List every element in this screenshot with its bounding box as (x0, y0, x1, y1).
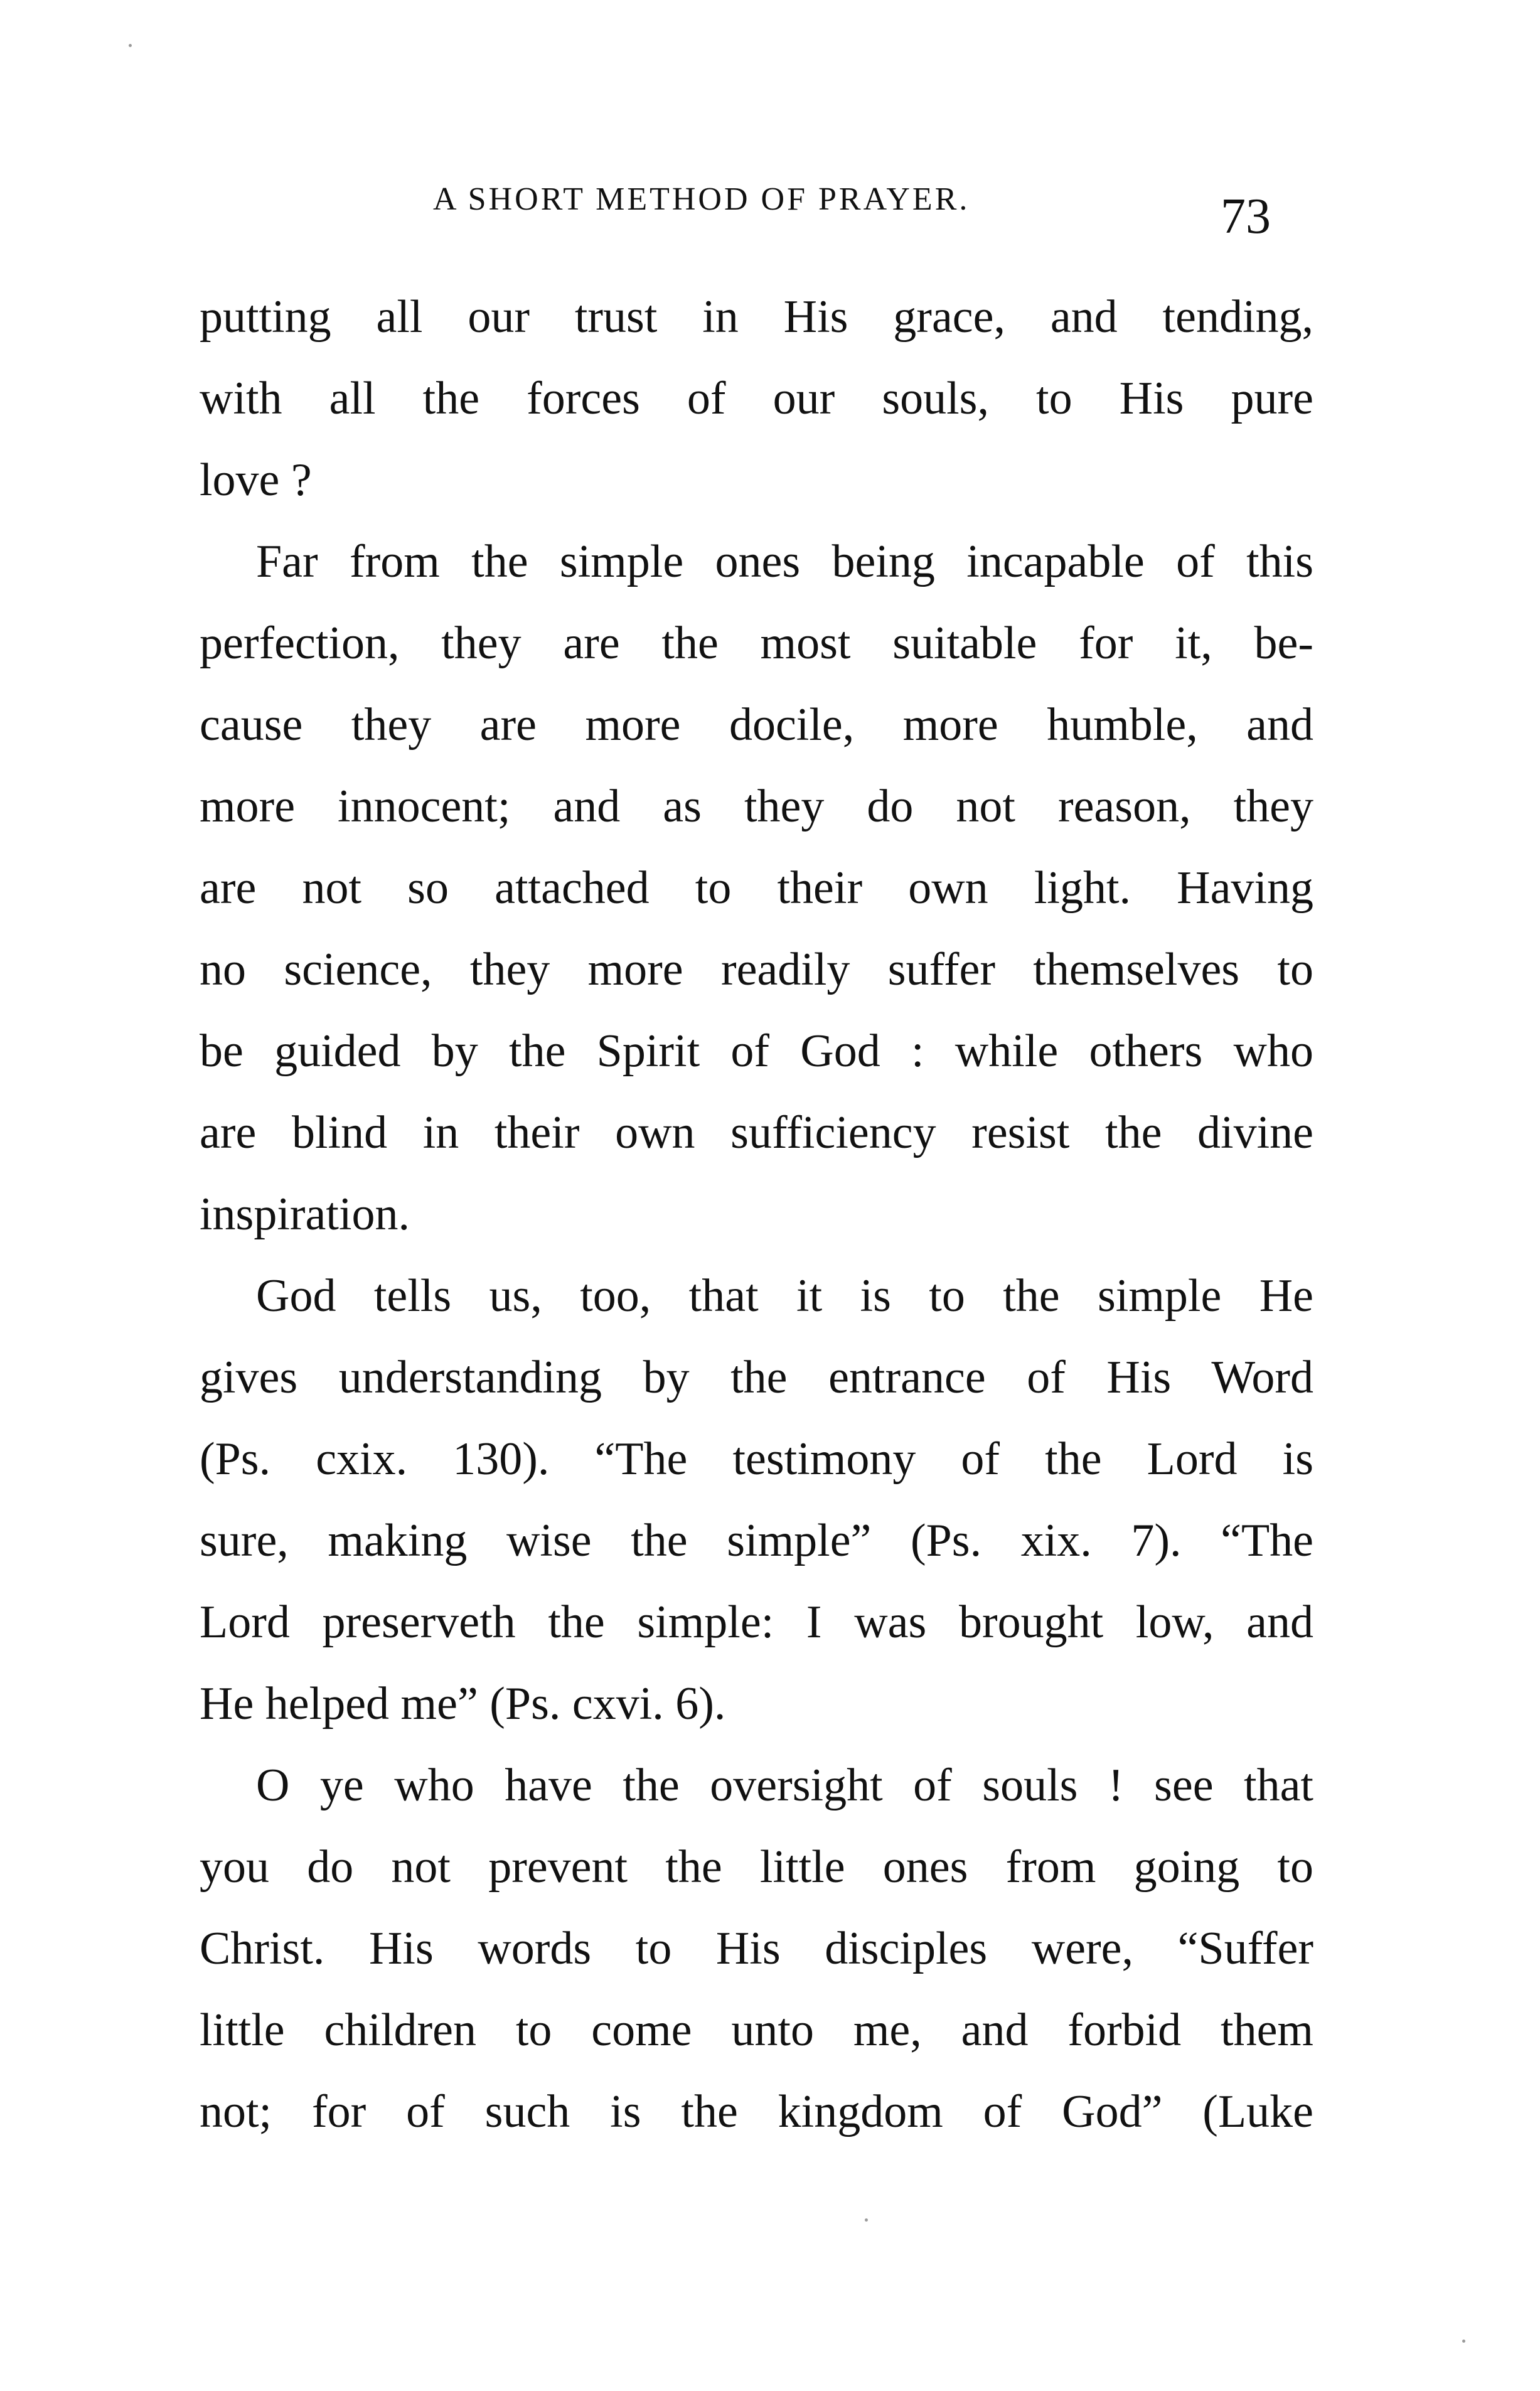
text-line: no science, they more readily suffer themselves to (200, 944, 1313, 995)
paragraph-2 (200, 521, 1313, 1255)
text-line: O ye who have the oversight of souls ! see that (256, 1760, 1313, 1811)
text-line: are blind in their own sufficiency resist the divine (200, 1107, 1313, 1158)
text-line: inspiration. (200, 1189, 410, 1240)
text-line: more innocent; and as they do not reason, they (200, 781, 1313, 832)
paragraph-4 (200, 1745, 1313, 2153)
text-line: with all the forces of our souls, to His pure (200, 373, 1313, 424)
paper-speck (1462, 2340, 1465, 2343)
text-line: God tells us, too, that it is to the simple He (256, 1270, 1313, 1322)
paragraph-1 (200, 276, 1313, 521)
text-line: Lord preserveth the simple: I was brought low, and (200, 1597, 1313, 1648)
body-text (200, 276, 1313, 2153)
text-line: putting all our trust in His grace, and tending, (200, 291, 1313, 343)
text-line: perfection, they are the most suitable for it, be- (200, 618, 1313, 669)
page-number: 73 (1221, 189, 1271, 244)
text-line: sure, making wise the simple” (Ps. xix. 7). “The (200, 1515, 1313, 1566)
text-line: (Ps. cxix. 130). “The testimony of the Lord is (200, 1433, 1313, 1485)
paper-speck (865, 2218, 868, 2222)
text-line: cause they are more docile, more humble, and (200, 699, 1313, 751)
paper-speck (129, 44, 132, 47)
text-line: He helped me” (Ps. cxvi. 6). (200, 1678, 726, 1730)
text-line: not; for of such is the kingdom of God” (Luke (200, 2086, 1313, 2137)
text-line: gives understanding by the entrance of His Word (200, 1352, 1313, 1403)
text-line: be guided by the Spirit of God : while others who (200, 1025, 1313, 1077)
text-line: are not so attached to their own light. Having (200, 862, 1313, 914)
running-head: A SHORT METHOD OF PRAYER. (433, 181, 970, 217)
text-line: love ? (200, 454, 312, 506)
text-line: you do not prevent the little ones from going to (200, 1841, 1313, 1893)
paragraph-3 (200, 1255, 1313, 1745)
text-line: little children to come unto me, and forbid them (200, 2004, 1313, 2056)
text-line: Christ. His words to His disciples were, “Suffer (200, 1923, 1313, 1974)
text-line: Far from the simple ones being incapable of this (256, 536, 1313, 587)
